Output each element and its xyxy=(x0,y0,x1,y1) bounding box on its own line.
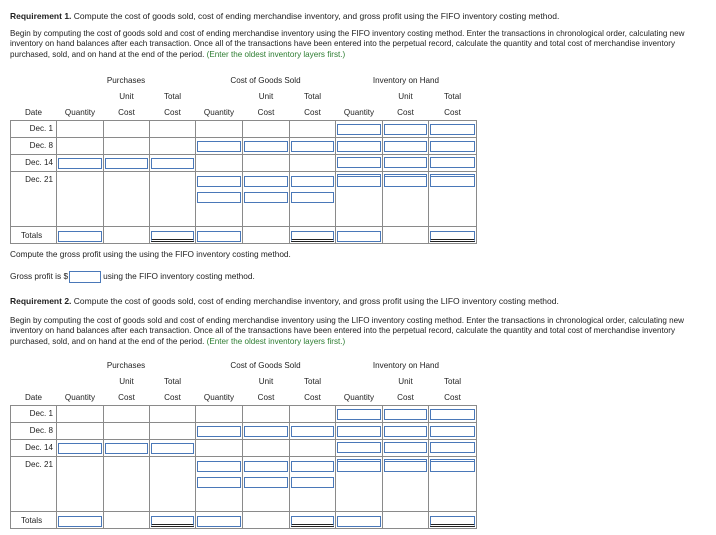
lifo-input[interactable] xyxy=(151,516,194,527)
fifo-input[interactable] xyxy=(105,158,148,169)
fifo-hdr2-0 xyxy=(11,88,57,104)
req2-heading: Requirement 2. Compute the cost of goods sold, cost of ending merchandise inventory, and gross profit using the LIFO inventory costing method. xyxy=(10,296,559,306)
lifo-cell xyxy=(290,423,336,440)
lifo-hdr2-9: Total xyxy=(443,376,462,386)
lifo-input[interactable] xyxy=(430,409,475,420)
lifo-input[interactable] xyxy=(384,426,427,437)
fifo-cell xyxy=(196,155,243,172)
lifo-date-cell xyxy=(11,423,57,440)
fifo-input[interactable] xyxy=(197,176,241,187)
fifo-cell xyxy=(290,121,336,138)
fifo-hdr2-4 xyxy=(196,88,243,104)
lifo-input[interactable] xyxy=(291,426,334,437)
fifo-cell xyxy=(336,138,383,155)
fifo-cell xyxy=(383,155,429,172)
fifo-cell xyxy=(429,172,477,227)
fifo-input[interactable] xyxy=(430,231,475,242)
req1-heading: Requirement 1. Compute the cost of goods sold, cost of ending merchandise inventory, and gross profit using the FIFO inventory costing method. xyxy=(10,11,560,21)
lifo-input[interactable] xyxy=(337,409,381,420)
lifo-date-cell xyxy=(11,457,57,512)
lifo-cell xyxy=(150,457,196,512)
lifo-input[interactable] xyxy=(384,442,427,453)
lifo-cell xyxy=(57,423,104,440)
fifo-input[interactable] xyxy=(337,157,381,168)
fifo-hdr2-3: Total xyxy=(163,91,182,101)
lifo-cell xyxy=(429,406,477,423)
fifo-input[interactable] xyxy=(291,176,334,187)
lifo-cell xyxy=(383,423,429,440)
lifo-cell xyxy=(429,440,477,457)
lifo-cell xyxy=(383,406,429,423)
lifo-cell xyxy=(383,457,429,512)
req1-instructions: Begin by computing the cost of goods sold and cost of ending merchandise inventory using the FIFO inventory costing method. Enter the transactions in chronological order, calculating new inventory on hand balances after each transaction. Once all of the transactions have been entered into the perpetual record, calculate the quantity and total cost of merchandise inventory purchased, sold, and on hand at the end of the period. (Enter the oldest inventory layers first.) xyxy=(10,29,685,59)
lifo-cell xyxy=(150,406,196,423)
lifo-input[interactable] xyxy=(197,477,241,488)
lifo-cell xyxy=(383,512,429,529)
fifo-input[interactable] xyxy=(430,124,475,135)
fifo-cell xyxy=(383,227,429,244)
lifo-hdr3-5: Cost xyxy=(257,392,275,402)
lifo-cell xyxy=(243,423,290,440)
fifo-hdr-purchases: Purchases xyxy=(106,75,146,85)
fifo-input[interactable] xyxy=(58,231,102,242)
lifo-cell xyxy=(290,406,336,423)
fifo-cell xyxy=(336,155,383,172)
req1-hint: (Enter the oldest inventory layers first.) xyxy=(206,49,346,59)
fifo-input[interactable] xyxy=(384,157,427,168)
fifo-cell xyxy=(290,172,336,227)
lifo-cell xyxy=(290,457,336,512)
fifo-cell xyxy=(196,138,243,155)
lifo-cell xyxy=(429,512,477,529)
lifo-hdr2-0 xyxy=(11,373,57,389)
lifo-cell xyxy=(243,440,290,457)
lifo-cell xyxy=(336,440,383,457)
lifo-cell xyxy=(150,423,196,440)
fifo-input[interactable] xyxy=(197,231,241,242)
lifo-cell xyxy=(104,423,150,440)
lifo-cell xyxy=(196,423,243,440)
fifo-cell xyxy=(336,121,383,138)
fifo-cell xyxy=(429,155,477,172)
lifo-cell xyxy=(336,423,383,440)
fifo-cell xyxy=(150,121,196,138)
lifo-hdr2-8: Unit xyxy=(398,376,413,386)
fifo-hdr3-0: Date xyxy=(24,107,43,117)
lifo-cell xyxy=(196,512,243,529)
fifo-cell xyxy=(290,227,336,244)
lifo-hdr-purchases: Purchases xyxy=(106,360,146,370)
lifo-input[interactable] xyxy=(430,426,475,437)
fifo-input[interactable] xyxy=(430,157,475,168)
lifo-input[interactable] xyxy=(58,516,102,527)
lifo-input[interactable] xyxy=(244,477,288,488)
lifo-hdr2-7 xyxy=(336,373,383,389)
lifo-input[interactable] xyxy=(151,443,194,454)
lifo-hdr3-0: Date xyxy=(24,392,43,402)
lifo-cell xyxy=(383,440,429,457)
lifo-cell xyxy=(336,457,383,512)
fifo-hdr-inventory: Inventory on Hand xyxy=(372,75,440,85)
lifo-input[interactable] xyxy=(337,442,381,453)
fifo-hdr3-6: Cost xyxy=(304,107,321,117)
lifo-cell xyxy=(290,440,336,457)
lifo-date-cell xyxy=(11,406,57,423)
lifo-hdr2-2: Unit xyxy=(119,376,134,386)
fifo-cell xyxy=(243,121,290,138)
lifo-input[interactable] xyxy=(197,461,241,472)
lifo-cell xyxy=(150,440,196,457)
fifo-cell xyxy=(243,155,290,172)
fifo-input[interactable] xyxy=(197,192,241,203)
fifo-input[interactable] xyxy=(430,141,475,152)
fifo-cell xyxy=(336,227,383,244)
lifo-hdr3-3: Cost xyxy=(164,392,181,402)
lifo-cell xyxy=(196,440,243,457)
fifo-cell xyxy=(196,121,243,138)
lifo-hdr2-4 xyxy=(196,373,243,389)
lifo-row-label: Dec. 8 xyxy=(29,426,53,435)
fifo-cell xyxy=(196,172,243,227)
fifo-input[interactable] xyxy=(337,231,381,242)
fifo-hdr2-7 xyxy=(336,88,383,104)
lifo-cell xyxy=(104,512,150,529)
fifo-row-label: Dec. 8 xyxy=(29,141,53,150)
fifo-hdr3-8: Cost xyxy=(397,107,414,117)
lifo-cell xyxy=(57,440,104,457)
fifo-input[interactable] xyxy=(384,141,427,152)
lifo-hdr2-3: Total xyxy=(163,376,182,386)
fifo-grid xyxy=(10,72,477,244)
fifo-cell xyxy=(243,172,290,227)
fifo-input[interactable] xyxy=(197,141,241,152)
lifo-row-label: Totals xyxy=(21,515,43,525)
lifo-input[interactable] xyxy=(337,461,381,472)
fifo-input[interactable] xyxy=(151,231,194,242)
lifo-input[interactable] xyxy=(197,426,241,437)
req2-hint: (Enter the oldest inventory layers first.) xyxy=(206,336,346,346)
lifo-hdr3-7: Quantity xyxy=(343,392,375,402)
fifo-input[interactable] xyxy=(244,141,288,152)
fifo-cell xyxy=(150,138,196,155)
fifo-cell xyxy=(150,172,196,227)
lifo-input[interactable] xyxy=(105,443,148,454)
fifo-cell xyxy=(429,138,477,155)
fifo-input[interactable] xyxy=(291,231,334,242)
gross-profit-input[interactable] xyxy=(69,271,101,283)
fifo-date-cell xyxy=(11,155,57,172)
fifo-hdr3-9: Cost xyxy=(444,107,461,117)
req2-instructions: Begin by computing the cost of goods sold and cost of ending merchandise inventory using the LIFO inventory costing method. Enter the transactions in chronological order, calculating new inventory on hand balances after each transaction. Once all of the transactions have been entered into the perpetual record, calculate the quantity and total cost of merchandise inventory purchased, sold, and on hand at the end of the period. (Enter the oldest inventory layers first.) xyxy=(10,316,684,346)
fifo-input[interactable] xyxy=(384,176,427,187)
fifo-cell xyxy=(429,227,477,244)
fifo-hdr3-3: Cost xyxy=(164,107,181,117)
lifo-cell xyxy=(196,457,243,512)
fifo-hdr-cogs: Cost of Goods Sold xyxy=(230,75,301,85)
lifo-cell xyxy=(290,512,336,529)
fifo-cell xyxy=(57,172,104,227)
lifo-hdr3-9: Cost xyxy=(444,392,461,402)
fifo-cell xyxy=(383,121,429,138)
lifo-cell xyxy=(429,423,477,440)
fifo-cell xyxy=(57,121,104,138)
lifo-row-label: Dec. 1 xyxy=(29,409,53,418)
fifo-hdr3-1: Quantity xyxy=(64,107,96,117)
lifo-grid xyxy=(10,357,477,529)
fifo-cell xyxy=(243,138,290,155)
fifo-cell xyxy=(290,155,336,172)
fifo-hdr2-5: Unit xyxy=(258,91,274,101)
fifo-row-label: Totals xyxy=(21,230,43,240)
lifo-cell xyxy=(243,512,290,529)
fifo-hdr2-6: Total xyxy=(303,91,322,101)
lifo-hdr3-6: Cost xyxy=(304,392,321,402)
lifo-input[interactable] xyxy=(244,461,288,472)
fifo-input[interactable] xyxy=(430,176,475,187)
lifo-cell xyxy=(336,406,383,423)
gross-profit-prompt: Compute the gross profit using the using the FIFO inventory costing method. xyxy=(10,249,291,259)
lifo-input[interactable] xyxy=(291,516,334,527)
fifo-input[interactable] xyxy=(151,158,194,169)
gross-profit-line xyxy=(10,271,255,283)
lifo-hdr2-1 xyxy=(57,373,104,389)
fifo-cell xyxy=(150,155,196,172)
lifo-cell xyxy=(57,512,104,529)
fifo-date-cell xyxy=(11,172,57,227)
lifo-cell xyxy=(243,457,290,512)
lifo-cell xyxy=(104,457,150,512)
fifo-cell xyxy=(383,138,429,155)
lifo-hdr-blank xyxy=(11,357,57,373)
fifo-cell xyxy=(336,172,383,227)
fifo-cell xyxy=(383,172,429,227)
fifo-cell xyxy=(57,227,104,244)
lifo-input[interactable] xyxy=(244,426,288,437)
lifo-hdr-cogs: Cost of Goods Sold xyxy=(230,360,301,370)
lifo-input[interactable] xyxy=(430,461,475,472)
lifo-row-label: Dec. 14 xyxy=(25,443,53,452)
lifo-input[interactable] xyxy=(384,409,427,420)
fifo-row-label: Dec. 14 xyxy=(25,158,53,167)
fifo-row-label: Dec. 1 xyxy=(29,124,53,133)
fifo-input[interactable] xyxy=(244,192,288,203)
fifo-cell xyxy=(104,227,150,244)
lifo-cell xyxy=(196,406,243,423)
lifo-cell xyxy=(243,406,290,423)
fifo-cell xyxy=(104,155,150,172)
fifo-cell xyxy=(57,155,104,172)
fifo-hdr2-8: Unit xyxy=(398,91,413,101)
fifo-cell xyxy=(104,121,150,138)
fifo-input[interactable] xyxy=(291,192,334,203)
fifo-cell xyxy=(243,227,290,244)
lifo-input[interactable] xyxy=(337,516,381,527)
lifo-hdr2-6: Total xyxy=(303,376,322,386)
fifo-cell xyxy=(150,227,196,244)
lifo-date-cell xyxy=(11,512,57,529)
lifo-hdr2-5: Unit xyxy=(258,376,274,386)
lifo-input[interactable] xyxy=(197,516,241,527)
fifo-cell xyxy=(290,138,336,155)
fifo-cell xyxy=(57,138,104,155)
fifo-input[interactable] xyxy=(384,124,427,135)
gross-profit-prefix: Gross profit is $ xyxy=(10,271,69,282)
lifo-date-cell xyxy=(11,440,57,457)
lifo-input[interactable] xyxy=(430,442,475,453)
fifo-cell xyxy=(196,227,243,244)
lifo-cell xyxy=(336,512,383,529)
lifo-row-label: Dec. 21 xyxy=(25,460,53,469)
lifo-input[interactable] xyxy=(337,426,381,437)
fifo-cell xyxy=(104,172,150,227)
lifo-cell xyxy=(104,440,150,457)
fifo-date-cell xyxy=(11,121,57,138)
fifo-date-cell xyxy=(11,138,57,155)
fifo-input[interactable] xyxy=(337,124,381,135)
lifo-cell xyxy=(57,406,104,423)
fifo-input[interactable] xyxy=(291,141,334,152)
fifo-hdr3-5: Cost xyxy=(257,107,275,117)
fifo-cell xyxy=(104,138,150,155)
fifo-hdr3-4: Quantity xyxy=(203,107,235,117)
lifo-input[interactable] xyxy=(291,477,334,488)
fifo-input[interactable] xyxy=(58,158,102,169)
fifo-row-label: Dec. 21 xyxy=(25,175,53,184)
fifo-input[interactable] xyxy=(337,176,381,187)
gross-profit-suffix: using the FIFO inventory costing method. xyxy=(103,271,255,282)
lifo-input[interactable] xyxy=(58,443,102,454)
fifo-hdr2-1 xyxy=(57,88,104,104)
fifo-cell xyxy=(429,121,477,138)
lifo-cell xyxy=(150,512,196,529)
lifo-input[interactable] xyxy=(430,516,475,527)
fifo-input[interactable] xyxy=(337,141,381,152)
lifo-cell xyxy=(104,406,150,423)
lifo-cell xyxy=(57,457,104,512)
fifo-hdr-blank xyxy=(11,72,57,88)
lifo-hdr3-1: Quantity xyxy=(64,392,96,402)
fifo-hdr2-2: Unit xyxy=(119,91,134,101)
fifo-input[interactable] xyxy=(244,176,288,187)
fifo-date-cell xyxy=(11,227,57,244)
lifo-hdr3-4: Quantity xyxy=(203,392,235,402)
fifo-hdr3-2: Cost xyxy=(118,107,135,117)
lifo-hdr3-8: Cost xyxy=(397,392,414,402)
lifo-input[interactable] xyxy=(291,461,334,472)
lifo-input[interactable] xyxy=(384,461,427,472)
fifo-hdr2-9: Total xyxy=(443,91,462,101)
fifo-hdr3-7: Quantity xyxy=(343,107,375,117)
lifo-hdr3-2: Cost xyxy=(118,392,135,402)
lifo-cell xyxy=(429,457,477,512)
lifo-hdr-inventory: Inventory on Hand xyxy=(372,360,440,370)
